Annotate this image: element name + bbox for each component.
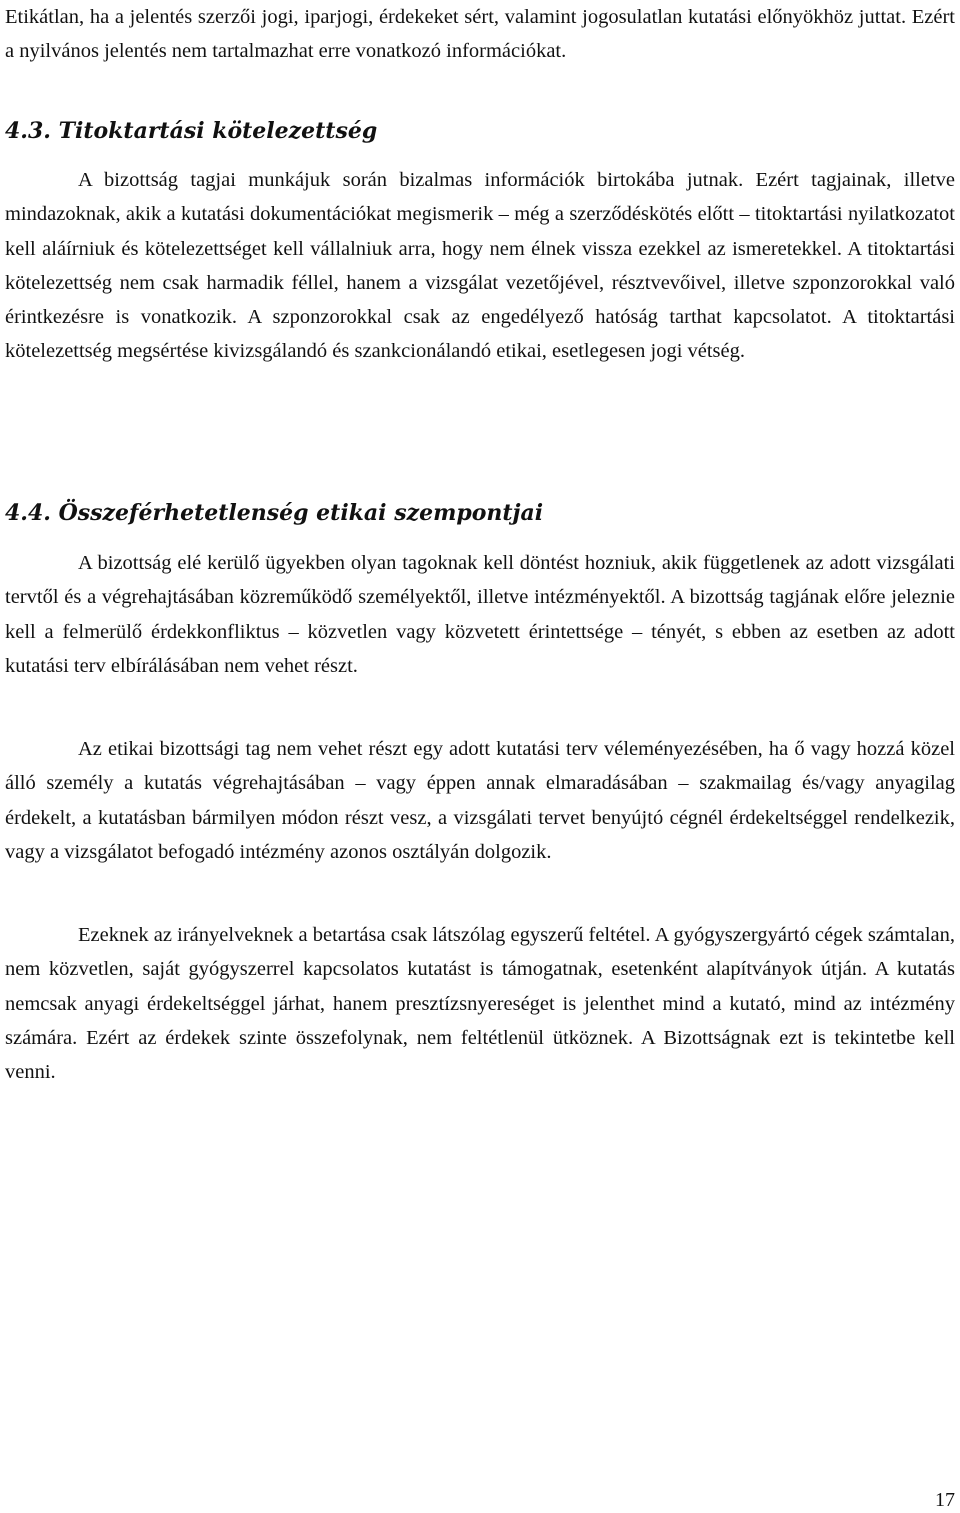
section-4-4-paragraph-2: Az etikai bizottsági tag nem vehet részt egy adott kutatási terv véleményezésében, ha ő vagy hozzá közel álló személy a kutatás végrehajtásában – vagy éppen annak elmaradásában – szakmailag és/vagy anyagilag érdekelt, a kutatásban bármilyen módon részt vesz, a vizsgálati tervet benyújtó cégnél érdekeltséggel rendelkezik, vagy a vizsgálatot befogadó intézmény azonos osztályán dolgozik. <box>5 738 955 863</box>
section-4-4-paragraph-1: A bizottság elé kerülő ügyekben olyan tagoknak kell döntést hozniuk, akik függetlenek az adott vizsgálati tervtől és a végrehajtásában közreműködő személyektől, illetve intézményektől. A bizottság tagjának előre jeleznie kell a felmerülő érdekkonfliktus – közvetlen vagy közvetett érintettsége – tényét, s ebben az esetben az adott kutatási terv elbírálásában nem vehet részt. <box>5 552 955 677</box>
section-4-3-paragraph: A bizottság tagjai munkájuk során bizalmas információk birtokába jutnak. Ezért tagjainak, illetve mindazoknak, akik a kutatási dokumentációkat megismerik – még a szerződéskötés előtt – titoktartási nyilatkozatot kell aláírniuk és kötelezettséget kell vállalniuk arra, hogy nem élnek vissza ezekkel az ismeretekkel. A titoktartási kötelezettség nem csak harmadik féllel, hanem a vizsgálat vezetőjével, résztvevőivel, illetve szponzorokkal való érintkezésre is vonatkozik. A szponzorokkal csak az engedélyező hatóság tarthat kapcsolatot. A titoktartási kötelezettség megsértése kivizsgálandó és szankcionálandó etikai, esetlegesen jogi vétség. <box>5 169 955 363</box>
page-number: 17 <box>935 1489 955 1511</box>
section-heading-4-4: 4.4. Összeférhetetlenség etikai szempontjai <box>5 500 544 526</box>
intro-paragraph: Etikátlan, ha a jelentés szerzői jogi, iparjogi, érdekeket sért, valamint jogosulatlan kutatási előnyökhöz juttat. Ezért a nyilvános jelentés nem tartalmazhat erre vonatkozó információkat. <box>5 6 955 63</box>
section-4-4-paragraph-3: Ezeknek az irányelveknek a betartása csak látszólag egyszerű feltétel. A gyógyszergyártó cégek számtalan, nem közvetlen, saját gyógyszerrel kapcsolatos kutatást is támogatnak, esetenként alapítványok útján. A kutatás nemcsak anyagi érdekeltséggel járhat, hanem presztízsnyereséget is jelenthet mind a kutató, mind az intézmény számára. Ezért az érdekek szinte összefolynak, nem feltétlenül ütköznek. A Bizottságnak ezt is tekintetbe kell venni. <box>5 924 955 1084</box>
section-heading-4-3: 4.3. Titoktartási kötelezettség <box>5 118 378 144</box>
